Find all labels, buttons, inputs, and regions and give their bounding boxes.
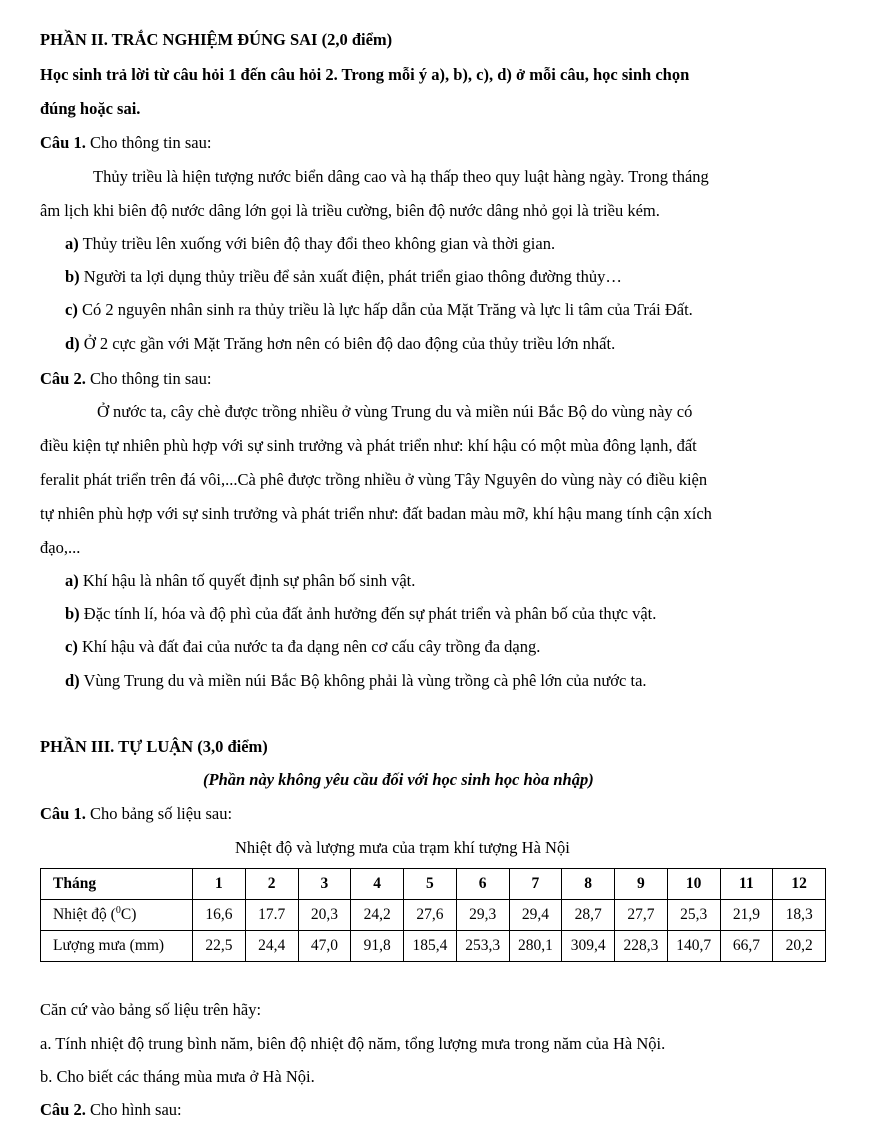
q1-passage-line1: Thủy triều là hiện tượng nước biển dâng cao và hạ thấp theo quy luật hàng ngày. Trong tháng (93, 167, 709, 186)
rainfall-cell: 280,1 (509, 931, 562, 962)
question-label: Câu 2. (40, 369, 86, 388)
task-a: a. Tính nhiệt độ trung bình năm, biên độ nhiệt độ năm, tổng lượng mưa trong năm của Hà Nội. (40, 1034, 666, 1053)
rainfall-cell: 47,0 (298, 931, 351, 962)
option-mark: d) (65, 671, 80, 690)
option-text: Vùng Trung du và miền núi Bắc Bộ không phải là vùng trồng cà phê lớn của nước ta. (79, 671, 647, 690)
part3-heading: PHẦN III. TỰ LUẬN (3,0 điểm) (40, 737, 268, 756)
option-mark: a) (65, 234, 79, 253)
month-cell: 3 (298, 869, 351, 900)
rainfall-cell: 309,4 (562, 931, 615, 962)
climate-table (40, 868, 826, 962)
option-text: Đặc tính lí, hóa và độ phì của đất ảnh hưởng đến sự phát triển và phân bố của thực vật. (79, 604, 657, 623)
table-row (41, 869, 826, 900)
table-title: Nhiệt độ và lượng mưa của trạm khí tượng Hà Nội (235, 838, 570, 857)
option-mark: c) (65, 637, 78, 656)
option-text: Ở 2 cực gần với Mặt Trăng hơn nên có biên độ dao động của thủy triều lớn nhất. (79, 334, 616, 353)
temperature-cell: 29,4 (509, 900, 562, 931)
temperature-cell: 17.7 (245, 900, 298, 931)
rainfall-cell: 140,7 (667, 931, 720, 962)
question-lead: Cho hình sau: (85, 1100, 182, 1119)
temperature-cell: 24,2 (351, 900, 404, 931)
rainfall-cell: 24,4 (245, 931, 298, 962)
q1-option-b (65, 267, 622, 287)
temperature-cell: 20,3 (298, 900, 351, 931)
option-text: Khí hậu và đất đai của nước ta đa dạng nên cơ cấu cây trồng đa dạng. (77, 637, 541, 656)
question-lead: Cho bảng số liệu sau: (85, 804, 233, 823)
option-text: Khí hậu là nhân tố quyết định sự phân bố sinh vật. (78, 571, 416, 590)
month-cell: 6 (456, 869, 509, 900)
option-mark: c) (65, 300, 78, 319)
rainfall-cell: 20,2 (773, 931, 826, 962)
q2-passage-line3: feralit phát triển trên đá vôi,...Cà phê được trồng nhiều ở vùng Tây Nguyên do vùng này có điều kiện (40, 470, 708, 489)
month-cell: 11 (720, 869, 773, 900)
p3-q1-header (40, 804, 232, 824)
q2-passage-line1: Ở nước ta, cây chè được trồng nhiều ở vùng Trung du và miền núi Bắc Bộ do vùng này có (97, 402, 693, 421)
question-label: Câu 1. (40, 133, 86, 152)
option-text: Người ta lợi dụng thủy triều để sản xuất điện, phát triển giao thông đường thủy… (79, 267, 622, 286)
option-mark: a) (65, 571, 79, 590)
temperature-cell: 28,7 (562, 900, 615, 931)
rainfall-cell: 228,3 (615, 931, 668, 962)
month-cell: 4 (351, 869, 404, 900)
part2-instruction-line2: đúng hoặc sai. (40, 99, 141, 118)
table-row (41, 900, 826, 931)
option-text: Có 2 nguyên nhân sinh ra thủy triều là lực hấp dẫn của Mặt Trăng và lực li tâm của Trái Đất. (77, 300, 693, 319)
question-lead: Cho thông tin sau: (85, 133, 212, 152)
temperature-cell: 27,7 (615, 900, 668, 931)
rainfall-cell: 91,8 (351, 931, 404, 962)
q2-header (40, 369, 211, 389)
option-mark: d) (65, 334, 80, 353)
q1-passage-line2: âm lịch khi biên độ nước dâng lớn gọi là triều cường, biên độ nước dâng nhỏ gọi là triều kém. (40, 201, 660, 220)
part2-heading: PHẦN II. TRẮC NGHIỆM ĐÚNG SAI (2,0 điểm) (40, 30, 393, 49)
month-cell: 5 (404, 869, 457, 900)
question-label: Câu 1. (40, 804, 86, 823)
table-header-label: Tháng (41, 869, 193, 900)
question-lead: Cho thông tin sau: (85, 369, 212, 388)
q1-option-a (65, 234, 555, 254)
option-mark: b) (65, 604, 80, 623)
month-cell: 10 (667, 869, 720, 900)
table-row (41, 931, 826, 962)
q2-passage-line5: đạo,... (40, 538, 81, 557)
temperature-label: Nhiệt độ ($^0$C) (41, 900, 193, 931)
temperature-cell: 25,3 (667, 900, 720, 931)
q2-option-d (65, 671, 647, 691)
month-cell: 8 (562, 869, 615, 900)
task-b: b. Cho biết các tháng mùa mưa ở Hà Nội. (40, 1067, 315, 1086)
temperature-cell: 18,3 (773, 900, 826, 931)
q2-passage-line2: điều kiện tự nhiên phù hợp với sự sinh trưởng và phát triển như: khí hậu có một mùa đông lạnh, đất (40, 436, 697, 455)
q2-option-a (65, 571, 415, 591)
q1-option-d (65, 334, 615, 354)
month-cell: 2 (245, 869, 298, 900)
question-label: Câu 2. (40, 1100, 86, 1119)
temperature-cell: 29,3 (456, 900, 509, 931)
q2-option-c (65, 637, 540, 657)
q1-header (40, 133, 211, 153)
rainfall-cell: 22,5 (193, 931, 246, 962)
temperature-cell: 21,9 (720, 900, 773, 931)
q2-option-b (65, 604, 656, 624)
option-mark: b) (65, 267, 80, 286)
option-text: Thủy triều lên xuống với biên độ thay đổi theo không gian và thời gian. (78, 234, 556, 253)
temperature-cell: 16,6 (193, 900, 246, 931)
rainfall-cell: 185,4 (404, 931, 457, 962)
table-prompt: Căn cứ vào bảng số liệu trên hãy: (40, 1000, 262, 1019)
temperature-cell: 27,6 (404, 900, 457, 931)
part2-instruction-line1: Học sinh trả lời từ câu hỏi 1 đến câu hỏi 2. Trong mỗi ý a), b), c), d) ở mỗi câu, học sinh chọn (40, 65, 690, 84)
q1-option-c (65, 300, 693, 320)
rainfall-label: Lượng mưa (mm) (41, 931, 193, 962)
rainfall-cell: 66,7 (720, 931, 773, 962)
month-cell: 7 (509, 869, 562, 900)
part3-note: (Phần này không yêu cầu đối với học sinh học hòa nhập) (203, 770, 594, 789)
month-cell: 12 (773, 869, 826, 900)
month-cell: 1 (193, 869, 246, 900)
p3-q2-header (40, 1100, 182, 1120)
rainfall-cell: 253,3 (456, 931, 509, 962)
month-cell: 9 (615, 869, 668, 900)
q2-passage-line4: tự nhiên phù hợp với sự sinh trưởng và phát triển như: đất badan màu mỡ, khí hậu mang tính cận xích (40, 504, 712, 523)
